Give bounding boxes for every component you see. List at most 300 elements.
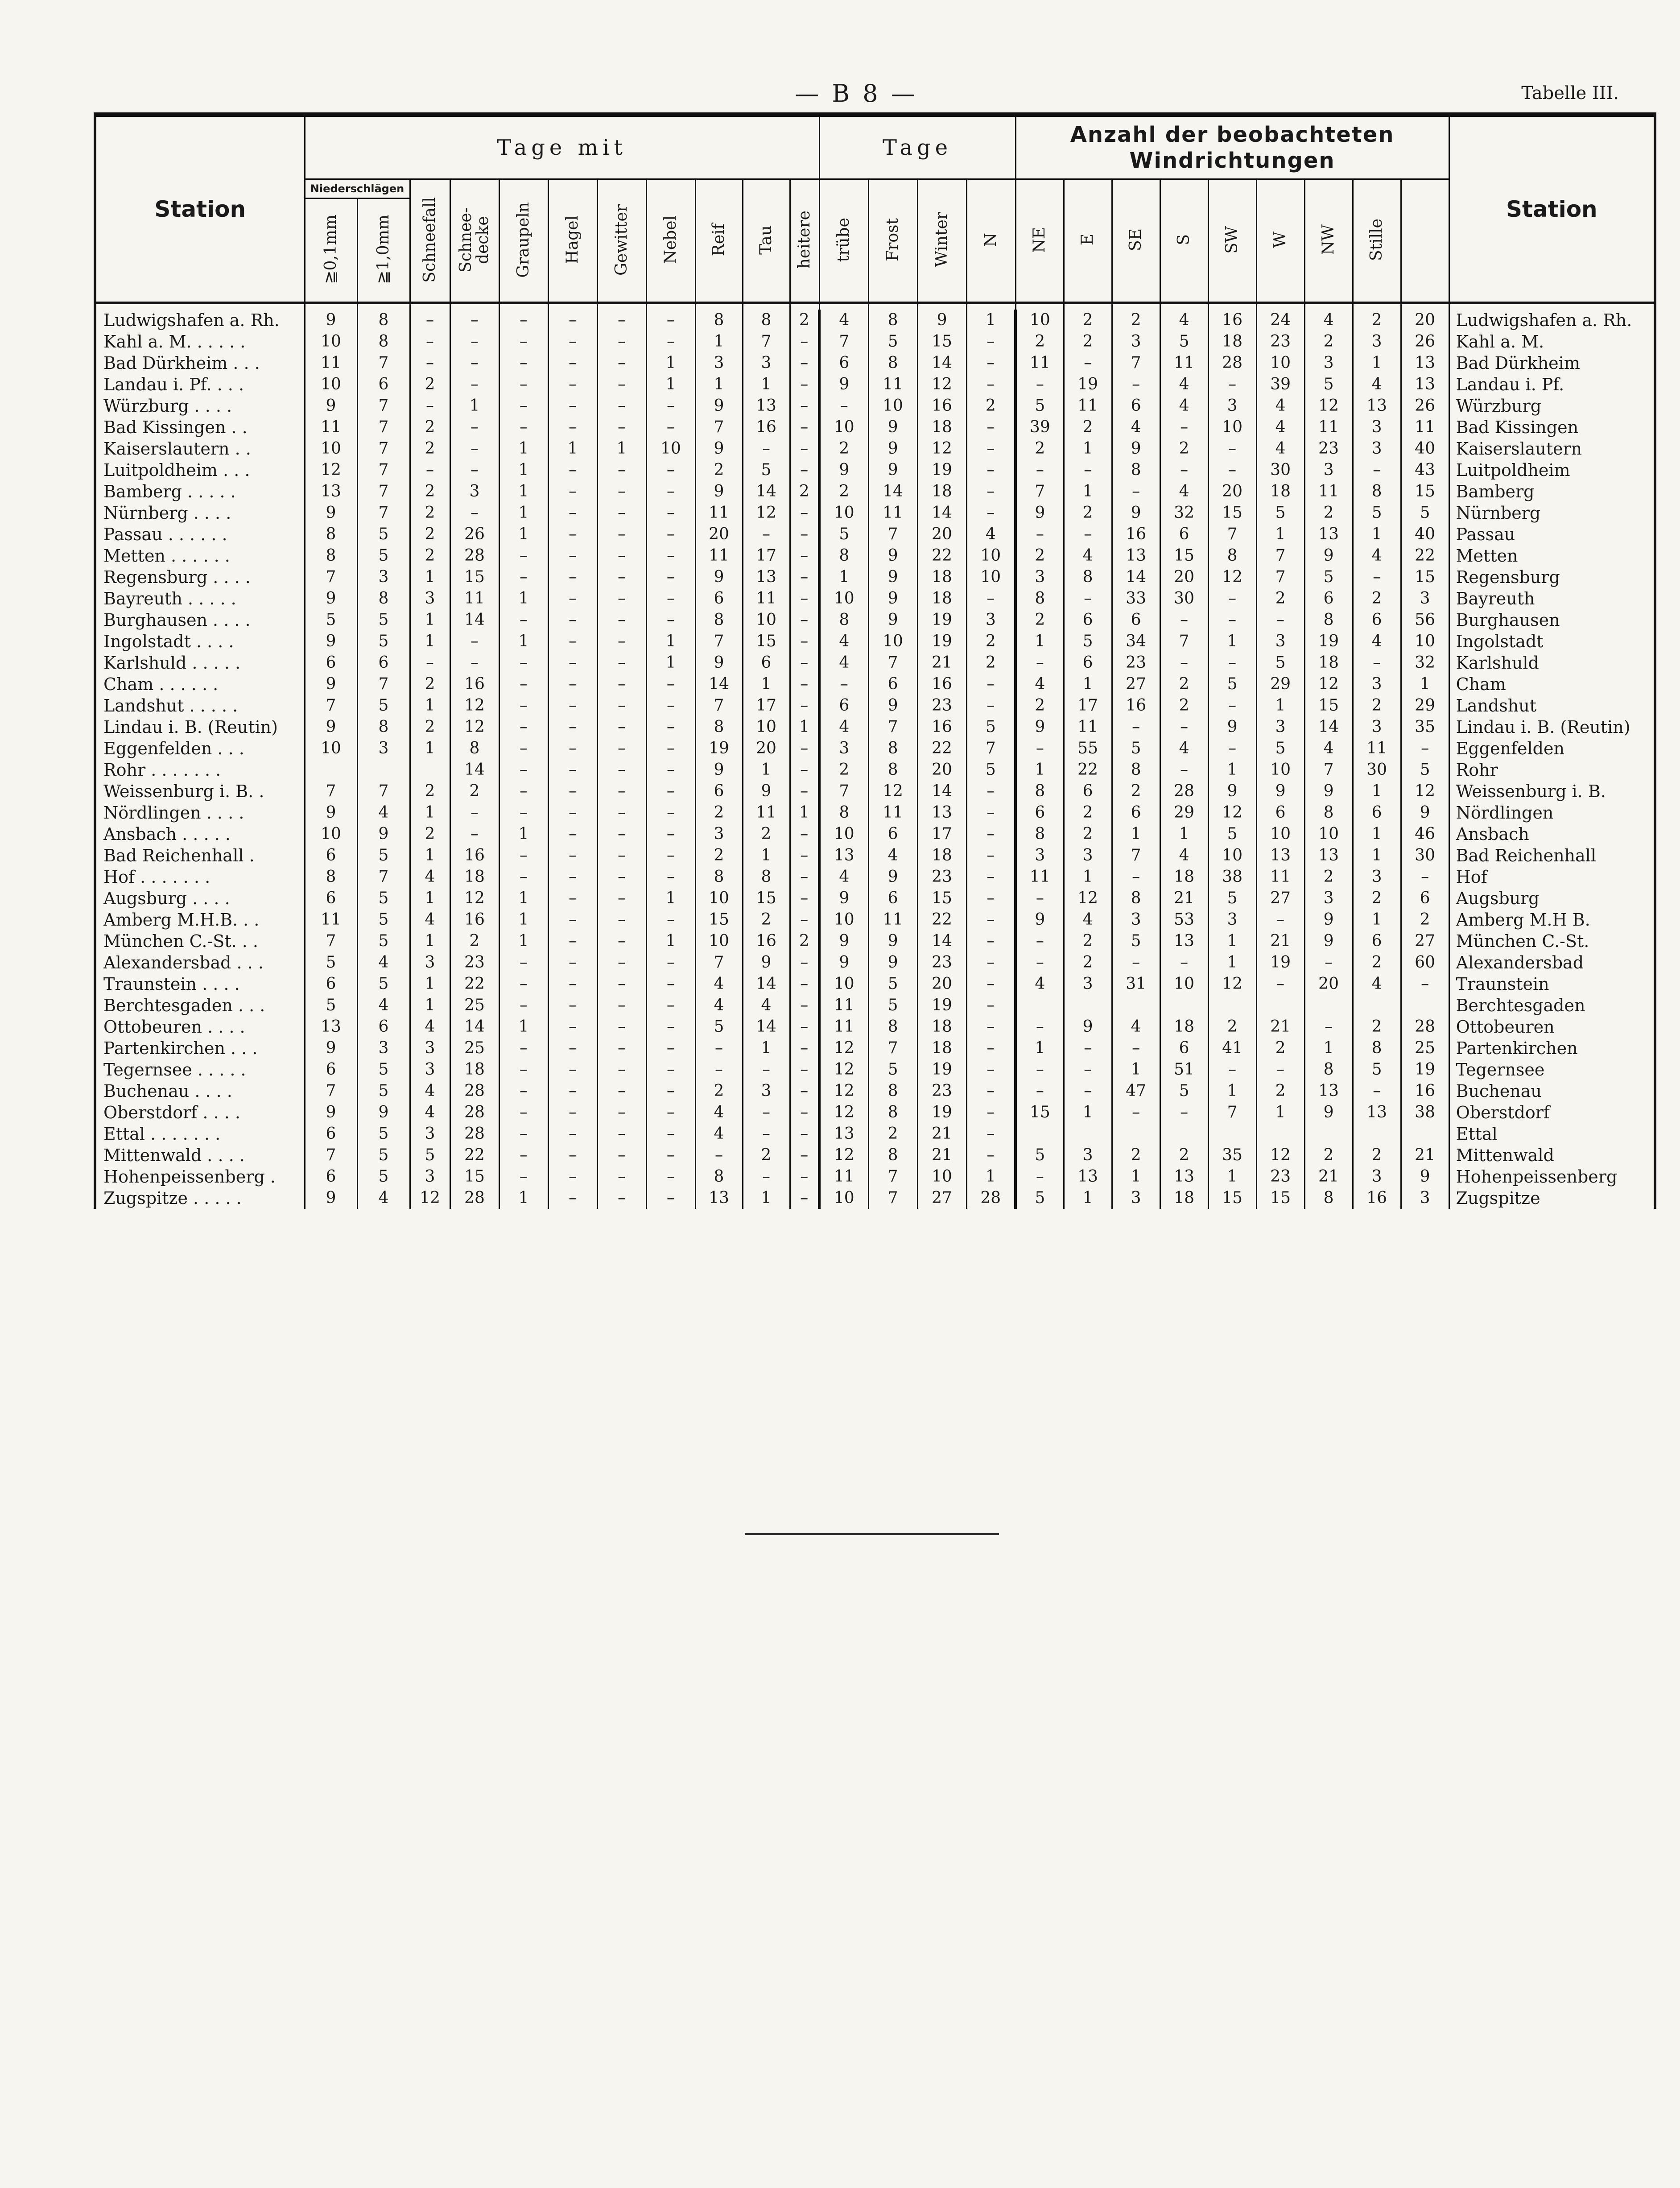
table-cell: – (450, 331, 499, 352)
table-cell: – (499, 352, 548, 374)
table-cell: – (646, 609, 695, 631)
table-cell: 4 (1064, 909, 1112, 931)
table-cell: 7 (819, 781, 868, 802)
table-cell: 1 (450, 395, 499, 417)
table-cell: 1 (499, 1187, 548, 1209)
table-cell: 1 (410, 802, 450, 823)
table-cell: 5 (357, 1145, 410, 1166)
table-cell: – (743, 1166, 790, 1187)
table-cell: 7 (357, 459, 410, 481)
table-cell: 28 (1401, 1016, 1449, 1038)
table-cell (305, 759, 357, 781)
table-label: Tabelle III. (1521, 83, 1619, 103)
table-cell: 2 (819, 759, 868, 781)
table-cell: – (548, 1187, 597, 1209)
table-cell: 1 (1208, 952, 1256, 973)
table-cell: 2 (1160, 1145, 1208, 1166)
table-cell: 10 (966, 567, 1015, 588)
table-cell: 15 (917, 888, 966, 909)
table-cell: 2 (1304, 866, 1353, 888)
table-cell: 7 (1304, 759, 1353, 781)
table-cell: 6 (1304, 588, 1353, 609)
table-cell: 8 (1304, 609, 1353, 631)
table-cell: – (790, 888, 819, 909)
col-niederschlag-10: ≧1,0mm (357, 199, 410, 303)
station-name-right: Bayreuth (1449, 588, 1655, 609)
table-cell: 11 (819, 995, 868, 1016)
table-cell: 6 (305, 652, 357, 674)
table-cell (357, 759, 410, 781)
table-cell: 8 (819, 802, 868, 823)
table-cell: 7 (868, 652, 917, 674)
table-cell: – (548, 781, 597, 802)
table-cell: 4 (1015, 973, 1064, 995)
table-cell: – (1353, 459, 1401, 481)
table-cell: – (548, 459, 597, 481)
table-cell: 9 (305, 1187, 357, 1209)
table-cell: – (597, 524, 646, 545)
table-cell: 2 (868, 1123, 917, 1145)
table-cell: 1 (410, 973, 450, 995)
table-cell: – (1112, 952, 1160, 973)
table-cell: – (1064, 459, 1112, 481)
table-cell: – (548, 545, 597, 567)
station-name-right: Ingolstadt (1449, 631, 1655, 652)
table-cell: – (1112, 866, 1160, 888)
table-cell: 12 (917, 374, 966, 395)
table-cell: – (1015, 1059, 1064, 1080)
table-cell: 6 (305, 1123, 357, 1145)
table-cell: 5 (357, 524, 410, 545)
table-cell: 2 (1064, 310, 1112, 331)
table-cell: – (790, 502, 819, 524)
table-cell: 1 (1353, 524, 1401, 545)
table-cell: 8 (1353, 481, 1401, 502)
table-cell: – (597, 973, 646, 995)
table-cell: 13 (1112, 545, 1160, 567)
table-cell (1208, 995, 1256, 1016)
table-cell: – (1160, 417, 1208, 438)
table-cell: 13 (819, 845, 868, 866)
table-cell: 8 (868, 1080, 917, 1102)
table-cell: – (597, 759, 646, 781)
table-cell: 18 (1160, 1016, 1208, 1038)
table-cell: 10 (305, 374, 357, 395)
table-cell: 10 (305, 438, 357, 459)
table-cell: 9 (743, 952, 790, 973)
station-name: Bad Dürkheim . . . (95, 352, 305, 374)
table-cell: 1 (790, 802, 819, 823)
table-cell: 1 (410, 931, 450, 952)
station-name: Karlshuld . . . . . (95, 652, 305, 674)
table-cell: 29 (1256, 674, 1304, 695)
table-cell: – (1015, 524, 1064, 545)
station-name-right: Bamberg (1449, 481, 1655, 502)
table-row (95, 866, 1655, 888)
table-cell: 20 (1160, 567, 1208, 588)
table-cell: 2 (410, 374, 450, 395)
table-cell: 23 (1304, 438, 1353, 459)
table-cell: 11 (743, 802, 790, 823)
table-cell: – (548, 1145, 597, 1166)
table-cell: 1 (1064, 481, 1112, 502)
table-cell: 1 (410, 738, 450, 759)
table-cell: 6 (819, 352, 868, 374)
table-cell: 14 (450, 1016, 499, 1038)
table-cell: 18 (1208, 331, 1256, 352)
table-cell: 1 (499, 438, 548, 459)
col-heitere: heitere (790, 179, 819, 303)
table-cell: – (695, 1059, 743, 1080)
table-cell: 6 (305, 1059, 357, 1080)
table-cell: 5 (305, 952, 357, 973)
table-cell (1256, 1123, 1304, 1145)
table-cell: 2 (1064, 331, 1112, 352)
table-cell: 9 (305, 1102, 357, 1123)
table-cell: 16 (917, 716, 966, 738)
table-cell: 4 (1353, 973, 1401, 995)
table-cell: – (1160, 609, 1208, 631)
table-cell: 6 (695, 588, 743, 609)
table-cell: 6 (695, 781, 743, 802)
table-cell: 2 (410, 502, 450, 524)
table-cell: 1 (966, 310, 1015, 331)
table-cell: 4 (819, 310, 868, 331)
table-cell: – (790, 759, 819, 781)
table-row (95, 888, 1655, 909)
table-cell: 2 (1256, 588, 1304, 609)
col-wind-e: E (1064, 179, 1112, 303)
table-cell: 10 (819, 417, 868, 438)
table-cell: 5 (1256, 502, 1304, 524)
table-cell: – (548, 588, 597, 609)
table-cell: – (499, 952, 548, 973)
table-cell: 18 (1160, 1187, 1208, 1209)
table-cell: – (499, 395, 548, 417)
station-name-right: Buchenau (1449, 1080, 1655, 1102)
table-cell: 1 (499, 524, 548, 545)
table-cell: 5 (1112, 931, 1160, 952)
table-row (95, 545, 1655, 567)
table-cell: 12 (1208, 567, 1256, 588)
table-cell: 26 (1401, 395, 1449, 417)
table-cell: – (548, 631, 597, 652)
table-cell: 27 (1401, 931, 1449, 952)
table-cell: 4 (1064, 545, 1112, 567)
station-name-right: Kaiserslautern (1449, 438, 1655, 459)
table-cell: 2 (1064, 417, 1112, 438)
table-cell: 16 (743, 931, 790, 952)
table-cell: 16 (450, 674, 499, 695)
table-cell: 10 (1256, 352, 1304, 374)
table-cell: 10 (819, 1187, 868, 1209)
table-cell: 6 (1160, 1038, 1208, 1059)
table-row (95, 823, 1655, 845)
col-nebel: Nebel (646, 179, 695, 303)
table-cell: – (819, 674, 868, 695)
table-row (95, 331, 1655, 352)
table-cell: – (743, 438, 790, 459)
table-cell: 2 (819, 438, 868, 459)
table-cell: – (499, 1166, 548, 1187)
table-cell: 21 (917, 1123, 966, 1145)
table-cell: 21 (1256, 1016, 1304, 1038)
table-cell: 12 (1304, 674, 1353, 695)
table-cell: 4 (1160, 845, 1208, 866)
table-cell: 8 (695, 310, 743, 331)
table-cell: 2 (1160, 438, 1208, 459)
table-cell: 6 (868, 888, 917, 909)
table-row (95, 567, 1655, 588)
table-cell: 2 (450, 931, 499, 952)
table-cell: – (548, 674, 597, 695)
table-cell: – (597, 1166, 646, 1187)
table-cell: 18 (917, 588, 966, 609)
table-cell: 7 (357, 395, 410, 417)
table-cell: 7 (357, 866, 410, 888)
table-cell: – (410, 352, 450, 374)
table-cell: 22 (450, 973, 499, 995)
table-cell: 8 (819, 545, 868, 567)
table-cell: 8 (868, 310, 917, 331)
table-cell: 5 (1064, 631, 1112, 652)
table-cell: 2 (1015, 545, 1064, 567)
table-cell: 9 (868, 438, 917, 459)
station-name-right: Ansbach (1449, 823, 1655, 845)
table-cell: 16 (450, 909, 499, 931)
table-cell: 2 (1208, 1016, 1256, 1038)
table-cell: – (597, 1016, 646, 1038)
table-cell: 2 (1064, 931, 1112, 952)
station-name: Partenkirchen . . . (95, 1038, 305, 1059)
table-cell: 3 (1208, 395, 1256, 417)
table-cell: 3 (410, 588, 450, 609)
table-cell: – (790, 459, 819, 481)
table-cell: 1 (743, 1187, 790, 1209)
table-cell: 2 (695, 802, 743, 823)
station-name: Tegernsee . . . . . (95, 1059, 305, 1080)
table-cell: 1 (1064, 1187, 1112, 1209)
table-cell: – (1160, 1102, 1208, 1123)
table-cell: 1 (695, 331, 743, 352)
table-cell (1353, 995, 1401, 1016)
table-cell: 8 (695, 866, 743, 888)
table-cell: 11 (1064, 395, 1112, 417)
table-cell: 2 (1256, 1080, 1304, 1102)
table-cell: 9 (917, 310, 966, 331)
station-name: Mittenwald . . . . (95, 1145, 305, 1166)
table-row (95, 1038, 1655, 1059)
table-cell: 1 (410, 695, 450, 716)
table-cell: 5 (357, 1166, 410, 1187)
table-cell: – (966, 588, 1015, 609)
table-cell: 14 (450, 759, 499, 781)
table-cell: 12 (1064, 888, 1112, 909)
table-cell: 3 (1304, 888, 1353, 909)
col-tau: Tau (743, 179, 790, 303)
table-cell: 15 (743, 888, 790, 909)
table-cell: 3 (1401, 588, 1449, 609)
table-cell: 39 (1015, 417, 1064, 438)
table-cell: – (597, 1059, 646, 1080)
col-winter: Winter (917, 179, 966, 303)
table-cell: 2 (410, 674, 450, 695)
table-cell: – (597, 845, 646, 866)
table-cell: – (597, 952, 646, 973)
table-cell: 20 (1401, 310, 1449, 331)
table-cell: 7 (1208, 524, 1256, 545)
table-cell: – (646, 1102, 695, 1123)
station-name: Landau i. Pf. . . . (95, 374, 305, 395)
table-cell: 9 (695, 481, 743, 502)
table-cell: – (597, 823, 646, 845)
station-name-right: Zugspitze (1449, 1187, 1655, 1209)
table-cell: – (966, 802, 1015, 823)
table-cell: – (1304, 1016, 1353, 1038)
table-cell: – (1064, 524, 1112, 545)
table-cell: – (548, 352, 597, 374)
table-cell: 28 (450, 1102, 499, 1123)
table-cell (1256, 995, 1304, 1016)
table-cell: – (597, 1080, 646, 1102)
table-cell: 1 (1208, 1080, 1256, 1102)
table-cell: 28 (450, 1187, 499, 1209)
table-cell: 8 (743, 866, 790, 888)
table-cell: 2 (790, 931, 819, 952)
table-cell: 5 (1304, 567, 1353, 588)
table-cell: – (597, 909, 646, 931)
station-name: Berchtesgaden . . . (95, 995, 305, 1016)
table-cell: 3 (410, 1166, 450, 1187)
table-cell: 11 (305, 352, 357, 374)
table-cell: – (499, 759, 548, 781)
table-cell: 19 (917, 1102, 966, 1123)
table-cell: 18 (1256, 481, 1304, 502)
table-cell: – (646, 738, 695, 759)
table-cell: 21 (917, 652, 966, 674)
table-cell: 12 (1401, 781, 1449, 802)
table-row (95, 781, 1655, 802)
table-cell: 2 (695, 1080, 743, 1102)
table-cell: 4 (1353, 374, 1401, 395)
table-cell: – (1353, 1080, 1401, 1102)
closing-rule (745, 1533, 999, 1535)
table-cell: 6 (1353, 931, 1401, 952)
table-cell: – (499, 1102, 548, 1123)
table-cell: 46 (1401, 823, 1449, 845)
table-cell: 10 (695, 888, 743, 909)
table-cell: 22 (1401, 545, 1449, 567)
table-cell: – (646, 331, 695, 352)
table-cell: 26 (450, 524, 499, 545)
table-cell: – (597, 716, 646, 738)
table-cell: 15 (1401, 481, 1449, 502)
table-cell: – (499, 1038, 548, 1059)
table-cell: – (790, 1038, 819, 1059)
table-cell: 19 (1304, 631, 1353, 652)
table-cell: 34 (1112, 631, 1160, 652)
table-cell: 5 (743, 459, 790, 481)
table-cell: 4 (868, 845, 917, 866)
table-cell: – (790, 1059, 819, 1080)
table-row (95, 674, 1655, 695)
table-cell: 2 (450, 781, 499, 802)
table-cell: – (646, 417, 695, 438)
table-cell: 9 (743, 781, 790, 802)
table-cell: 1 (966, 1166, 1015, 1187)
table-cell: 4 (410, 909, 450, 931)
table-cell: – (646, 481, 695, 502)
table-cell: 2 (966, 395, 1015, 417)
table-cell: 8 (1304, 1187, 1353, 1209)
station-name: Ingolstadt . . . . (95, 631, 305, 652)
table-cell: 7 (1256, 567, 1304, 588)
table-cell: 6 (868, 674, 917, 695)
table-cell: 2 (1256, 1038, 1304, 1059)
table-cell: – (597, 781, 646, 802)
table-cell: 7 (695, 417, 743, 438)
table-cell: 39 (1256, 374, 1304, 395)
table-cell: – (966, 866, 1015, 888)
table-cell: 7 (743, 331, 790, 352)
table-cell: 8 (1353, 1038, 1401, 1059)
table-cell: 1 (499, 1016, 548, 1038)
table-cell: 12 (819, 1145, 868, 1166)
table-cell: 8 (1112, 888, 1160, 909)
table-cell: – (966, 931, 1015, 952)
table-cell: 3 (819, 738, 868, 759)
table-cell: 7 (305, 1145, 357, 1166)
table-cell: 15 (1208, 502, 1256, 524)
table-cell: 6 (868, 823, 917, 845)
table-cell: 2 (819, 481, 868, 502)
table-cell: – (597, 1187, 646, 1209)
table-cell: 1 (499, 823, 548, 845)
table-cell: 3 (695, 352, 743, 374)
table-cell: 15 (1015, 1102, 1064, 1123)
table-cell: 5 (1112, 738, 1160, 759)
table-cell: 6 (1064, 781, 1112, 802)
table-cell: 5 (868, 331, 917, 352)
table-cell: – (597, 609, 646, 631)
table-cell: 8 (743, 310, 790, 331)
table-cell: – (499, 567, 548, 588)
station-name: Burghausen . . . . (95, 609, 305, 631)
table-cell: 12 (819, 1038, 868, 1059)
table-cell: – (597, 888, 646, 909)
table-cell: – (450, 374, 499, 395)
table-cell: – (646, 759, 695, 781)
table-cell: 11 (695, 545, 743, 567)
table-cell: 9 (695, 759, 743, 781)
table-cell: – (966, 781, 1015, 802)
table-cell: 2 (1304, 1145, 1353, 1166)
table-cell: – (1015, 888, 1064, 909)
table-cell: 8 (1064, 567, 1112, 588)
table-cell: – (646, 952, 695, 973)
table-cell: 6 (1353, 609, 1401, 631)
table-cell: – (646, 1123, 695, 1145)
table-cell: 13 (1353, 1102, 1401, 1123)
table-cell: 1 (646, 352, 695, 374)
table-cell (1112, 995, 1160, 1016)
station-name-right: Karlshuld (1449, 652, 1655, 674)
table-cell: – (646, 524, 695, 545)
table-cell: – (548, 524, 597, 545)
table-cell: 19 (917, 995, 966, 1016)
table-cell: – (1160, 759, 1208, 781)
table-cell: 9 (819, 888, 868, 909)
